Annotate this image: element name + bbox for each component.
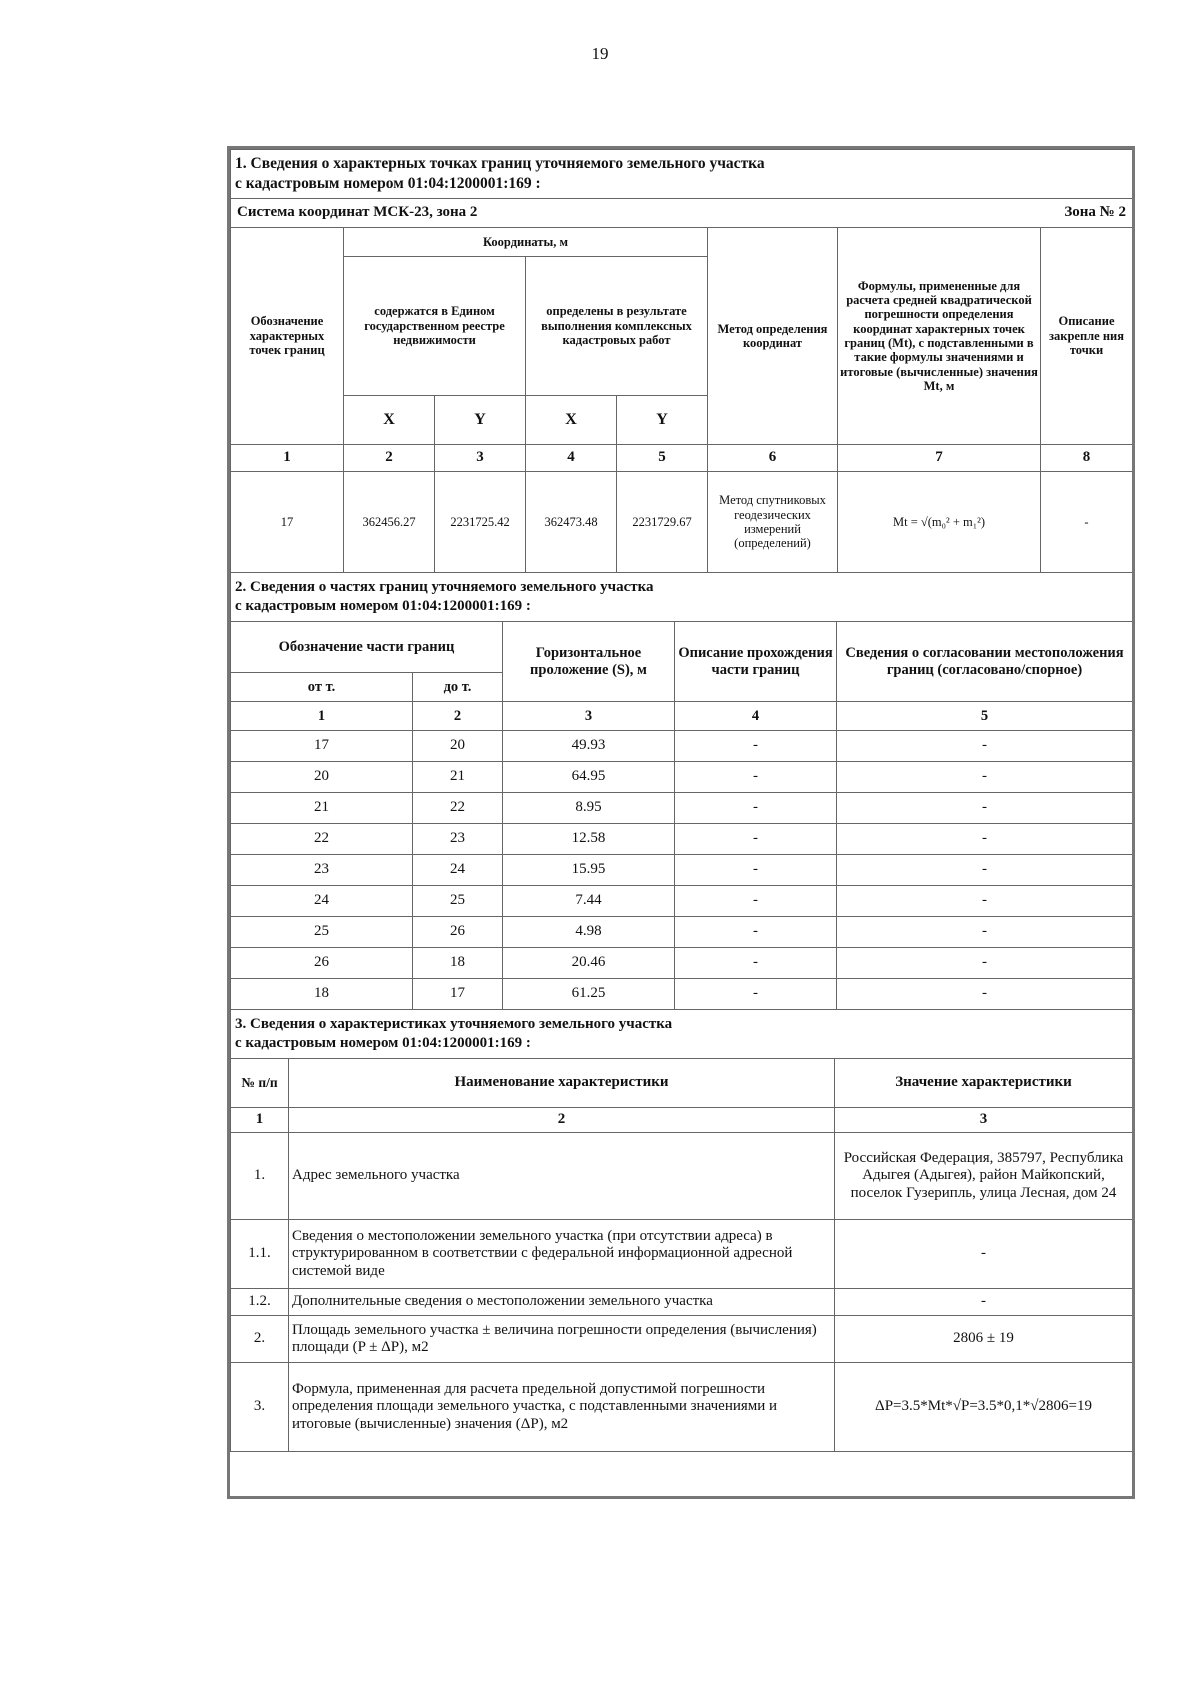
row-value: 2806 ± 19 <box>835 1316 1133 1363</box>
horizontal-value: 4.98 <box>503 917 675 948</box>
from-point: 17 <box>231 731 413 762</box>
header-determined: определены в результате выполнения комплексных кадастровых работ <box>526 257 708 396</box>
header-description: Описание закрепле ния точки <box>1041 228 1133 445</box>
agreement-value: - <box>837 886 1133 917</box>
horizontal-value: 8.95 <box>503 793 675 824</box>
table-row <box>231 1363 1133 1452</box>
from-point: 23 <box>231 855 413 886</box>
header-from: от т. <box>231 673 413 702</box>
col-number: 6 <box>708 445 838 472</box>
to-point: 20 <box>413 731 503 762</box>
x-registry: 362456.27 <box>344 472 435 573</box>
horizontal-value: 12.58 <box>503 824 675 855</box>
y-registry: 2231725.42 <box>435 472 526 573</box>
col-number: 3 <box>503 702 675 731</box>
col-number: 5 <box>617 445 708 472</box>
zone-label: Зона № 2 <box>1041 199 1133 228</box>
header-x1: X <box>344 396 435 445</box>
passage-value: - <box>675 824 837 855</box>
col-number: 1 <box>231 702 413 731</box>
to-point: 24 <box>413 855 503 886</box>
document-frame <box>227 146 1135 1499</box>
header-in-registry: содержатся в Едином государственном реестре недвижимости <box>344 257 526 396</box>
from-point: 26 <box>231 948 413 979</box>
table-row <box>231 1316 1133 1363</box>
row-num: 1. <box>231 1133 289 1220</box>
agreement-value: - <box>837 948 1133 979</box>
agreement-value: - <box>837 731 1133 762</box>
header-y1: Y <box>435 396 526 445</box>
header-name: Наименование характеристики <box>289 1059 835 1108</box>
header-method: Метод определения координат <box>708 228 838 445</box>
section2-table <box>230 572 1133 1010</box>
method-value: Метод спутниковых геодезических измерений (определений) <box>708 472 838 573</box>
agreement-value: - <box>837 855 1133 886</box>
page-number: 19 <box>591 44 609 63</box>
to-point: 26 <box>413 917 503 948</box>
agreement-value: - <box>837 762 1133 793</box>
col-number: 3 <box>435 445 526 472</box>
col-number: 1 <box>231 1108 289 1133</box>
header-passage: Описание прохождения части границ <box>675 622 837 702</box>
row-value: Российская Федерация, 385797, Республика Адыгея (Адыгея), район Майкопский, поселок Гузерипль, улица Лесная, дом 24 <box>835 1133 1133 1220</box>
col-number: 4 <box>526 445 617 472</box>
table-row <box>231 1289 1133 1316</box>
col-number: 4 <box>675 702 837 731</box>
horizontal-value: 20.46 <box>503 948 675 979</box>
section2-title: 2. Сведения о частях границ уточняемого земельного участка с кадастровым номером 01:04:1200001:169 : <box>231 573 1133 622</box>
header-to: до т. <box>413 673 503 702</box>
col-number: 3 <box>835 1108 1133 1133</box>
header-y2: Y <box>617 396 708 445</box>
horizontal-value: 7.44 <box>503 886 675 917</box>
header-coordinates: Координаты, м <box>344 228 708 257</box>
row-name: Дополнительные сведения о местоположении земельного участка <box>289 1289 835 1316</box>
header-horizontal: Горизонтальное проложение (S), м <box>503 622 675 702</box>
section1-title: 1. Сведения о характерных точках границ уточняемого земельного участка с кадастровым номером 01:04:1200001:169 : <box>231 150 1133 199</box>
row-num: 3. <box>231 1363 289 1452</box>
section1-table <box>230 149 1133 573</box>
to-point: 23 <box>413 824 503 855</box>
passage-value: - <box>675 886 837 917</box>
point-id: 17 <box>231 472 344 573</box>
to-point: 22 <box>413 793 503 824</box>
col-number: 2 <box>344 445 435 472</box>
row-value: - <box>835 1289 1133 1316</box>
empty-cell <box>231 1452 1133 1483</box>
agreement-value: - <box>837 824 1133 855</box>
header-value: Значение характеристики <box>835 1059 1133 1108</box>
from-point: 25 <box>231 917 413 948</box>
row-name: Сведения о местоположении земельного участка (при отсутствии адреса) в структурированном в соответствии с федеральной информационной адресной системой виде <box>289 1220 835 1289</box>
table-row <box>231 762 1133 793</box>
row-value: ΔP=3.5*Mt*√P=3.5*0,1*√2806=19 <box>835 1363 1133 1452</box>
x-determined: 362473.48 <box>526 472 617 573</box>
header-designation: Обозначение характерных точек границ <box>231 228 344 445</box>
col-number: 2 <box>289 1108 835 1133</box>
row-num: 1.2. <box>231 1289 289 1316</box>
passage-value: - <box>675 979 837 1010</box>
to-point: 25 <box>413 886 503 917</box>
horizontal-value: 49.93 <box>503 731 675 762</box>
table-row <box>231 917 1133 948</box>
row-name: Адрес земельного участка <box>289 1133 835 1220</box>
header-part: Обозначение части границ <box>231 622 503 673</box>
to-point: 21 <box>413 762 503 793</box>
row-name: Формула, примененная для расчета предельной допустимой погрешности определения площади земельного участка, с подставленными значениями и итоговые (вычисленные) значения (ΔP), м2 <box>289 1363 835 1452</box>
col-number: 7 <box>838 445 1041 472</box>
row-num: 1.1. <box>231 1220 289 1289</box>
table-row <box>231 948 1133 979</box>
horizontal-value: 61.25 <box>503 979 675 1010</box>
col-number: 2 <box>413 702 503 731</box>
passage-value: - <box>675 948 837 979</box>
table-row <box>231 979 1133 1010</box>
to-point: 17 <box>413 979 503 1010</box>
empty-row <box>231 1452 1133 1483</box>
from-point: 24 <box>231 886 413 917</box>
row-num: 2. <box>231 1316 289 1363</box>
table-row <box>231 793 1133 824</box>
coord-system: Система координат МСК-23, зона 2 <box>231 199 1041 228</box>
from-point: 18 <box>231 979 413 1010</box>
agreement-value: - <box>837 793 1133 824</box>
description-value: - <box>1041 472 1133 573</box>
table-row <box>231 1133 1133 1220</box>
y-determined: 2231729.67 <box>617 472 708 573</box>
header-x2: X <box>526 396 617 445</box>
to-point: 18 <box>413 948 503 979</box>
table-row <box>231 855 1133 886</box>
table-row <box>231 731 1133 762</box>
from-point: 21 <box>231 793 413 824</box>
passage-value: - <box>675 855 837 886</box>
formula-value: Mt = √(m₀² + m₁²) <box>838 472 1041 573</box>
horizontal-value: 15.95 <box>503 855 675 886</box>
header-agreement: Сведения о согласовании местоположения границ (согласовано/спорное) <box>837 622 1133 702</box>
agreement-value: - <box>837 979 1133 1010</box>
passage-value: - <box>675 731 837 762</box>
passage-value: - <box>675 917 837 948</box>
section3-table <box>230 1009 1133 1482</box>
from-point: 20 <box>231 762 413 793</box>
col-number: 1 <box>231 445 344 472</box>
row-value: - <box>835 1220 1133 1289</box>
col-number: 5 <box>837 702 1133 731</box>
table-row <box>231 886 1133 917</box>
horizontal-value: 64.95 <box>503 762 675 793</box>
section3-title: 3. Сведения о характеристиках уточняемого земельного участка с кадастровым номером 01:04:1200001:169 : <box>231 1010 1133 1059</box>
row-name: Площадь земельного участка ± величина погрешности определения (вычисления) площади (P ± ΔP), м2 <box>289 1316 835 1363</box>
table-row <box>231 472 1133 573</box>
header-formulas: Формулы, примененные для расчета средней квадратической погрешности определения координат характерных точек границ (Mt), с подставленными в такие формулы значениями и итоговые (вычисленные) значения Mt, м <box>838 228 1041 445</box>
table-row <box>231 824 1133 855</box>
col-number: 8 <box>1041 445 1133 472</box>
agreement-value: - <box>837 917 1133 948</box>
header-num: № п/п <box>231 1059 289 1108</box>
table-row <box>231 1220 1133 1289</box>
passage-value: - <box>675 793 837 824</box>
from-point: 22 <box>231 824 413 855</box>
passage-value: - <box>675 762 837 793</box>
